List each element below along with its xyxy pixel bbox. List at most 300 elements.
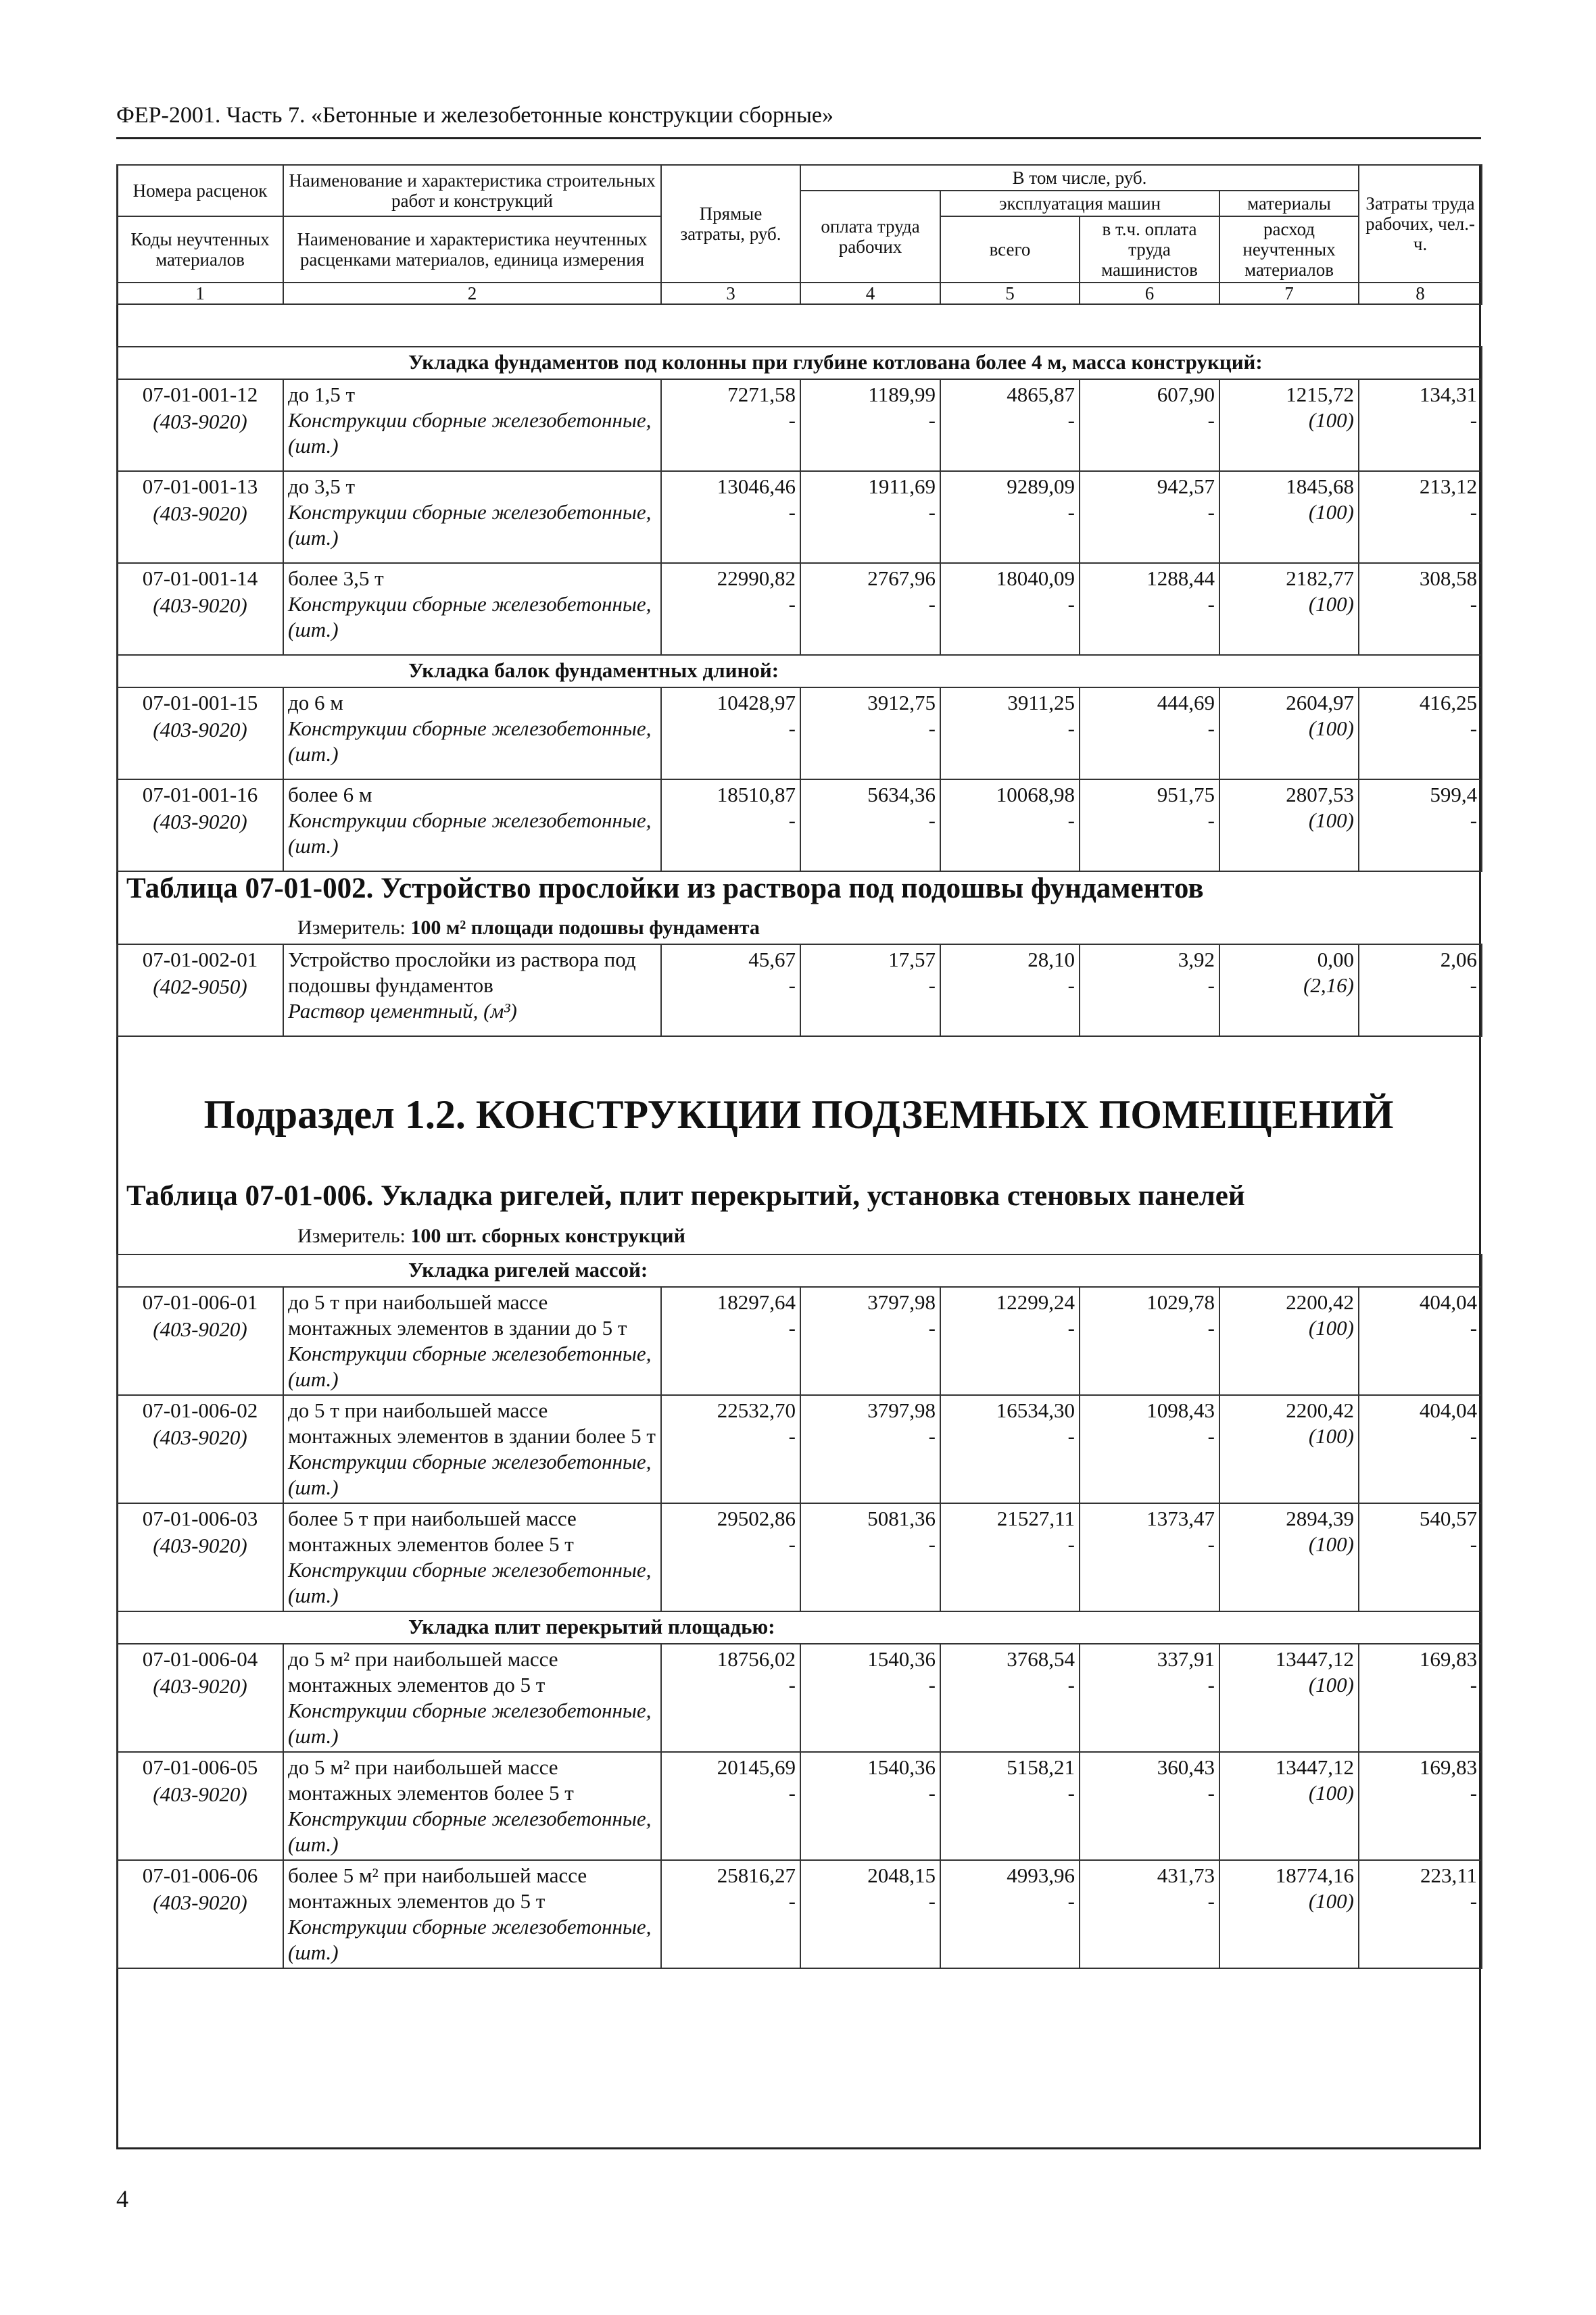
dash: - [1067, 1673, 1075, 1697]
value-c8: 404,04 [1419, 1290, 1478, 1314]
value-cell-c6 [1080, 1860, 1219, 1968]
material-code: (403-9020) [153, 593, 247, 617]
value-cell-c8 [1359, 1752, 1482, 1860]
rate-code-cell [117, 1287, 283, 1395]
col-labor-hours-header: Затраты труда рабочих, чел.-ч. [1359, 165, 1482, 283]
dash: - [1470, 1781, 1478, 1805]
table-row [117, 471, 1482, 563]
value-cell-c6 [1080, 1503, 1219, 1611]
value-cell-c3 [661, 1287, 800, 1395]
value-c8: 223,11 [1420, 1863, 1478, 1887]
work-name: до 1,5 т [288, 383, 356, 406]
dash: - [788, 1781, 796, 1805]
dash: - [1470, 1316, 1478, 1340]
value-cell-c3 [661, 563, 800, 655]
rate-code-cell [117, 563, 283, 655]
value-cell-c5 [940, 1860, 1080, 1968]
dash: - [1470, 716, 1478, 740]
table-row [117, 1395, 1482, 1503]
material-qty: (100) [1308, 1316, 1354, 1340]
material-code: (403-9020) [153, 1891, 247, 1914]
dash: - [1207, 1889, 1215, 1913]
column-header-table [116, 164, 1482, 305]
work-name-cell [283, 563, 661, 655]
dash: - [1470, 1532, 1478, 1556]
value-c4: 5634,36 [867, 783, 936, 806]
value-c7: 13447,12 [1275, 1647, 1354, 1671]
value-cell-c7 [1219, 1752, 1359, 1860]
col-number: 7 [1219, 283, 1359, 304]
value-c6: 942,57 [1157, 474, 1215, 498]
work-name: Устройство прослойки из раствора под подошвы фундаментов [288, 948, 636, 997]
col-material-usage-header: расход неучтенных материалов [1219, 216, 1359, 283]
value-cell-c8 [1359, 687, 1482, 779]
value-cell-c4 [800, 944, 940, 1036]
work-name-cell [283, 944, 661, 1036]
value-cell-c6 [1080, 471, 1219, 563]
value-c5: 16534,30 [996, 1398, 1075, 1422]
group-heading: Укладка ригелей массой: [117, 1254, 1482, 1287]
work-name-cell [283, 379, 661, 471]
value-cell-c5 [940, 779, 1080, 871]
col-number: 1 [117, 283, 283, 304]
material-qty: (100) [1308, 808, 1354, 832]
work-name: до 5 м² при наибольшей массе монтажных элементов более 5 т [288, 1755, 574, 1805]
value-c8: 2,06 [1440, 948, 1477, 971]
dash: - [1207, 1316, 1215, 1340]
work-name-cell [283, 471, 661, 563]
page-header: ФЕР-2001. Часть 7. «Бетонные и железобетонные конструкции сборные» [116, 103, 834, 128]
rate-code-cell [117, 1395, 283, 1503]
value-c6: 1029,78 [1146, 1290, 1215, 1314]
meter-value: 100 шт. сборных конструкций [410, 1225, 685, 1247]
value-c4: 3912,75 [867, 691, 936, 714]
value-c3: 18510,87 [717, 783, 796, 806]
table-row [117, 379, 1482, 471]
dash: - [1470, 592, 1478, 616]
value-c8: 416,25 [1419, 691, 1478, 714]
value-cell-c8 [1359, 944, 1482, 1036]
value-c8: 540,57 [1419, 1507, 1478, 1530]
value-c7: 2807,53 [1286, 783, 1354, 806]
value-cell-c3 [661, 471, 800, 563]
value-c5: 28,10 [1027, 948, 1075, 971]
value-c7: 1845,68 [1286, 474, 1354, 498]
value-c6: 337,91 [1157, 1647, 1215, 1671]
material-name: Конструкции сборные железобетонные, (шт.) [288, 1915, 652, 1964]
dash: - [1067, 716, 1075, 740]
dash: - [788, 1316, 796, 1340]
value-c6: 607,90 [1157, 383, 1215, 406]
work-name: более 5 т при наибольшей массе монтажных элементов более 5 т [288, 1507, 577, 1556]
dash: - [1067, 592, 1075, 616]
material-code: (402-9050) [153, 975, 247, 998]
value-cell-c3 [661, 779, 800, 871]
material-qty: (100) [1308, 1532, 1354, 1556]
group-row [117, 1611, 1482, 1644]
value-cell-c8 [1359, 1395, 1482, 1503]
table-row [117, 563, 1482, 655]
work-name: до 5 м² при наибольшей массе монтажных элементов до 5 т [288, 1647, 558, 1697]
value-cell-c6 [1080, 1752, 1219, 1860]
value-cell-c3 [661, 1752, 800, 1860]
value-cell-c6 [1080, 1644, 1219, 1752]
material-name: Раствор цементный, (м³) [288, 999, 517, 1023]
value-c8: 169,83 [1419, 1755, 1478, 1779]
material-qty: (100) [1308, 1781, 1354, 1805]
rate-code: 07-01-006-06 [142, 1863, 258, 1887]
group-heading: Укладка фундаментов под колонны при глубине котлована более 4 м, масса конструкций: [117, 347, 1482, 379]
dash: - [788, 716, 796, 740]
value-cell-c7 [1219, 944, 1359, 1036]
material-code: (403-9020) [153, 1782, 247, 1806]
value-c6: 3,92 [1178, 948, 1215, 971]
value-c4: 2048,15 [867, 1863, 936, 1887]
dash: - [1207, 592, 1215, 616]
work-name: более 6 м [288, 783, 372, 806]
value-cell-c5 [940, 1644, 1080, 1752]
value-c5: 18040,09 [996, 566, 1075, 590]
table-07-01-002 [116, 944, 1482, 1037]
value-cell-c7 [1219, 1644, 1359, 1752]
dash: - [788, 973, 796, 997]
dash: - [788, 408, 796, 432]
value-cell-c7 [1219, 471, 1359, 563]
value-c6: 951,75 [1157, 783, 1215, 806]
value-cell-c7 [1219, 379, 1359, 471]
value-c6: 1373,47 [1146, 1507, 1215, 1530]
value-c8: 308,58 [1419, 566, 1478, 590]
value-cell-c5 [940, 379, 1080, 471]
col-machines-total-header: всего [940, 216, 1080, 283]
material-code: (403-9020) [153, 1674, 247, 1698]
value-cell-c8 [1359, 379, 1482, 471]
material-name: Конструкции сборные железобетонные, (шт.) [288, 1342, 652, 1391]
material-qty: (100) [1308, 408, 1354, 432]
work-name: более 5 м² при наибольшей массе монтажных элементов до 5 т [288, 1863, 587, 1913]
value-cell-c3 [661, 1395, 800, 1503]
dash: - [928, 1673, 936, 1697]
material-name: Конструкции сборные железобетонные, (шт.) [288, 808, 652, 858]
value-cell-c5 [940, 471, 1080, 563]
material-name: Конструкции сборные железобетонные, (шт.) [288, 408, 652, 458]
col-operators-pay-header: в т.ч. оплата труда машинистов [1080, 216, 1219, 283]
value-c3: 20145,69 [717, 1755, 796, 1779]
work-name-cell [283, 779, 661, 871]
value-c4: 3797,98 [867, 1290, 936, 1314]
col-rate-number-header: Номера расценок [117, 165, 283, 216]
dash: - [928, 1316, 936, 1340]
value-c4: 1189,99 [868, 383, 936, 406]
dash: - [788, 808, 796, 832]
col-number: 4 [800, 283, 940, 304]
value-c3: 18756,02 [717, 1647, 796, 1671]
value-c5: 3768,54 [1007, 1647, 1075, 1671]
work-name: до 3,5 т [288, 474, 356, 498]
table-row [117, 1503, 1482, 1611]
material-qty: (100) [1308, 592, 1354, 616]
table-row [117, 779, 1482, 871]
page-number: 4 [116, 2185, 128, 2212]
material-name: Конструкции сборные железобетонные, (шт.) [288, 1558, 652, 1607]
dash: - [1207, 973, 1215, 997]
value-c6: 360,43 [1157, 1755, 1215, 1779]
value-c4: 1540,36 [867, 1755, 936, 1779]
value-c5: 4865,87 [1007, 383, 1075, 406]
col-number: 3 [661, 283, 800, 304]
rate-code: 07-01-001-13 [142, 474, 258, 498]
dash: - [1470, 408, 1478, 432]
rate-code-cell [117, 1503, 283, 1611]
col-machines-header: эксплуатация машин [940, 191, 1219, 216]
table-title-07-01-006: Таблица 07-01-006. Укладка ригелей, плит перекрытий, установка стеновых панелей [126, 1180, 1245, 1212]
dash: - [1207, 808, 1215, 832]
material-name: Конструкции сборные железобетонные, (шт.) [288, 716, 652, 766]
dash: - [788, 1424, 796, 1448]
work-name-cell [283, 1287, 661, 1395]
rate-code: 07-01-006-01 [142, 1290, 258, 1314]
rate-code-cell [117, 379, 283, 471]
value-c7: 2604,97 [1286, 691, 1354, 714]
rate-code-cell [117, 779, 283, 871]
material-code: (403-9020) [153, 1534, 247, 1557]
value-c5: 10068,98 [996, 783, 1075, 806]
value-c4: 5081,36 [867, 1507, 936, 1530]
dash: - [1067, 808, 1075, 832]
dash: - [1067, 1424, 1075, 1448]
rate-code: 07-01-006-05 [142, 1755, 258, 1779]
value-cell-c4 [800, 1287, 940, 1395]
value-c7: 0,00 [1317, 948, 1354, 971]
dash: - [928, 408, 936, 432]
value-c3: 22532,70 [717, 1398, 796, 1422]
table-meter-07-01-002 [297, 917, 760, 940]
value-cell-c3 [661, 1860, 800, 1968]
value-c7: 1215,72 [1286, 383, 1354, 406]
work-name: до 6 м [288, 691, 343, 714]
work-name-cell [283, 1752, 661, 1860]
value-cell-c8 [1359, 1860, 1482, 1968]
value-c8: 213,12 [1419, 474, 1478, 498]
work-name: более 3,5 т [288, 566, 384, 590]
table-07-01-006 [116, 1254, 1482, 1969]
rate-code: 07-01-001-14 [142, 566, 258, 590]
dash: - [1470, 1673, 1478, 1697]
value-cell-c6 [1080, 563, 1219, 655]
value-c7: 2200,42 [1286, 1290, 1354, 1314]
value-c3: 29502,86 [717, 1507, 796, 1530]
value-cell-c7 [1219, 1395, 1359, 1503]
value-cell-c7 [1219, 1503, 1359, 1611]
subsection-title: Подраздел 1.2. КОНСТРУКЦИИ ПОДЗЕМНЫХ ПОМЕЩЕНИЙ [203, 1092, 1394, 1137]
value-cell-c6 [1080, 1395, 1219, 1503]
value-cell-c7 [1219, 563, 1359, 655]
material-name: Конструкции сборные железобетонные, (шт.) [288, 1450, 652, 1499]
rate-code-cell [117, 1752, 283, 1860]
dash: - [928, 500, 936, 524]
material-name: Конструкции сборные железобетонные, (шт.) [288, 1807, 652, 1856]
dash: - [1207, 500, 1215, 524]
work-name: до 5 т при наибольшей массе монтажных элементов в здании до 5 т [288, 1290, 627, 1340]
rate-code: 07-01-006-02 [142, 1398, 258, 1422]
value-c6: 431,73 [1157, 1863, 1215, 1887]
header-rule [116, 137, 1481, 139]
value-c8: 134,31 [1419, 383, 1478, 406]
dash: - [1207, 716, 1215, 740]
dash: - [788, 1532, 796, 1556]
material-qty: (100) [1308, 1889, 1354, 1913]
material-qty: (2,16) [1303, 973, 1354, 997]
col-including-header: В том числе, руб. [800, 165, 1359, 191]
value-cell-c4 [800, 687, 940, 779]
value-cell-c5 [940, 1287, 1080, 1395]
value-cell-c8 [1359, 1287, 1482, 1395]
value-c5: 3911,25 [1007, 691, 1075, 714]
col-number: 6 [1080, 283, 1219, 304]
value-cell-c4 [800, 1503, 940, 1611]
value-cell-c6 [1080, 944, 1219, 1036]
value-cell-c6 [1080, 779, 1219, 871]
value-cell-c4 [800, 379, 940, 471]
work-name-cell [283, 1503, 661, 1611]
value-cell-c5 [940, 563, 1080, 655]
value-cell-c8 [1359, 1503, 1482, 1611]
rate-code: 07-01-001-12 [142, 383, 258, 406]
value-cell-c3 [661, 1503, 800, 1611]
material-code: (403-9020) [153, 1317, 247, 1341]
value-c3: 7271,58 [727, 383, 796, 406]
value-cell-c3 [661, 379, 800, 471]
work-name-cell [283, 1395, 661, 1503]
value-c3: 45,67 [748, 948, 796, 971]
value-c6: 444,69 [1157, 691, 1215, 714]
value-cell-c3 [661, 1644, 800, 1752]
dash: - [928, 973, 936, 997]
dash: - [1207, 1532, 1215, 1556]
value-cell-c8 [1359, 471, 1482, 563]
dash: - [928, 716, 936, 740]
value-cell-c3 [661, 944, 800, 1036]
col-number: 5 [940, 283, 1080, 304]
value-c4: 3797,98 [867, 1398, 936, 1422]
table-title-07-01-002: Таблица 07-01-002. Устройство прослойки из раствора под подошвы фундаментов [126, 873, 1204, 904]
value-c4: 2767,96 [867, 566, 936, 590]
material-qty: (100) [1308, 500, 1354, 524]
value-cell-c5 [940, 1752, 1080, 1860]
value-cell-c6 [1080, 687, 1219, 779]
value-cell-c4 [800, 563, 940, 655]
dash: - [1067, 1532, 1075, 1556]
dash: - [928, 1424, 936, 1448]
dash: - [1207, 1424, 1215, 1448]
col-materials-header: материалы [1219, 191, 1359, 216]
col-number: 2 [283, 283, 661, 304]
value-c5: 5158,21 [1007, 1755, 1075, 1779]
value-c7: 2200,42 [1286, 1398, 1354, 1422]
material-code: (403-9020) [153, 502, 247, 525]
dash: - [1470, 1424, 1478, 1448]
dash: - [928, 592, 936, 616]
table-row [117, 1287, 1482, 1395]
table-meter-07-01-006 [297, 1225, 685, 1248]
col-direct-costs-header: Прямые затраты, руб. [661, 165, 800, 283]
rate-code: 07-01-002-01 [142, 948, 258, 971]
value-cell-c5 [940, 687, 1080, 779]
value-cell-c7 [1219, 687, 1359, 779]
work-name: до 5 т при наибольшей массе монтажных элементов в здании более 5 т [288, 1398, 656, 1448]
value-cell-c4 [800, 1860, 940, 1968]
material-qty: (100) [1308, 716, 1354, 740]
material-name: Конструкции сборные железобетонные, (шт.) [288, 500, 652, 550]
value-c8: 169,83 [1419, 1647, 1478, 1671]
dash: - [788, 1889, 796, 1913]
material-code: (403-9020) [153, 410, 247, 433]
value-c5: 9289,09 [1007, 474, 1075, 498]
value-c3: 25816,27 [717, 1863, 796, 1887]
dash: - [1470, 973, 1477, 997]
value-c8: 404,04 [1419, 1398, 1478, 1422]
value-c3: 18297,64 [717, 1290, 796, 1314]
value-cell-c6 [1080, 379, 1219, 471]
material-name: Конструкции сборные железобетонные, (шт.) [288, 592, 652, 641]
group-row [117, 655, 1482, 687]
value-cell-c6 [1080, 1287, 1219, 1395]
rate-code: 07-01-006-04 [142, 1647, 258, 1671]
dash: - [1067, 408, 1075, 432]
work-name-cell [283, 1644, 661, 1752]
table-row [117, 687, 1482, 779]
value-c7: 18774,16 [1275, 1863, 1354, 1887]
material-name: Конструкции сборные железобетонные, (шт.) [288, 1699, 652, 1748]
material-code: (403-9020) [153, 810, 247, 833]
value-cell-c4 [800, 471, 940, 563]
meter-value: 100 м² площади подошвы фундамента [410, 917, 760, 939]
value-cell-c4 [800, 1752, 940, 1860]
meter-label: Измеритель: [297, 1225, 406, 1247]
dash: - [788, 500, 796, 524]
table-row [117, 944, 1482, 1036]
group-heading: Укладка плит перекрытий площадью: [117, 1611, 1482, 1644]
group-row [117, 347, 1482, 379]
dash: - [1207, 1673, 1215, 1697]
rate-code: 07-01-001-15 [142, 691, 258, 714]
col-labor-pay-header: оплата труда рабочих [800, 191, 940, 283]
value-cell-c7 [1219, 1860, 1359, 1968]
value-c7: 13447,12 [1275, 1755, 1354, 1779]
value-c4: 17,57 [888, 948, 936, 971]
dash: - [1067, 500, 1075, 524]
col-material-name-header: Наименование и характеристика неучтенных расценками материалов, единица измерения [283, 216, 661, 283]
value-c5: 12299,24 [996, 1290, 1075, 1314]
dash: - [928, 808, 936, 832]
dash: - [1207, 1781, 1215, 1805]
dash: - [928, 1889, 936, 1913]
dash: - [1067, 1781, 1075, 1805]
dash: - [1067, 1889, 1075, 1913]
value-cell-c8 [1359, 1644, 1482, 1752]
col-work-name-header: Наименование и характеристика строительных работ и конструкций [283, 165, 661, 216]
rate-code: 07-01-006-03 [142, 1507, 258, 1530]
table-row [117, 1860, 1482, 1968]
rate-code-cell [117, 687, 283, 779]
value-c4: 1540,36 [867, 1647, 936, 1671]
group-heading: Укладка балок фундаментных длиной: [117, 655, 1482, 687]
value-cell-c4 [800, 1644, 940, 1752]
work-name-cell [283, 687, 661, 779]
value-cell-c7 [1219, 779, 1359, 871]
rate-code: 07-01-001-16 [142, 783, 258, 806]
value-c3: 13046,46 [717, 474, 796, 498]
